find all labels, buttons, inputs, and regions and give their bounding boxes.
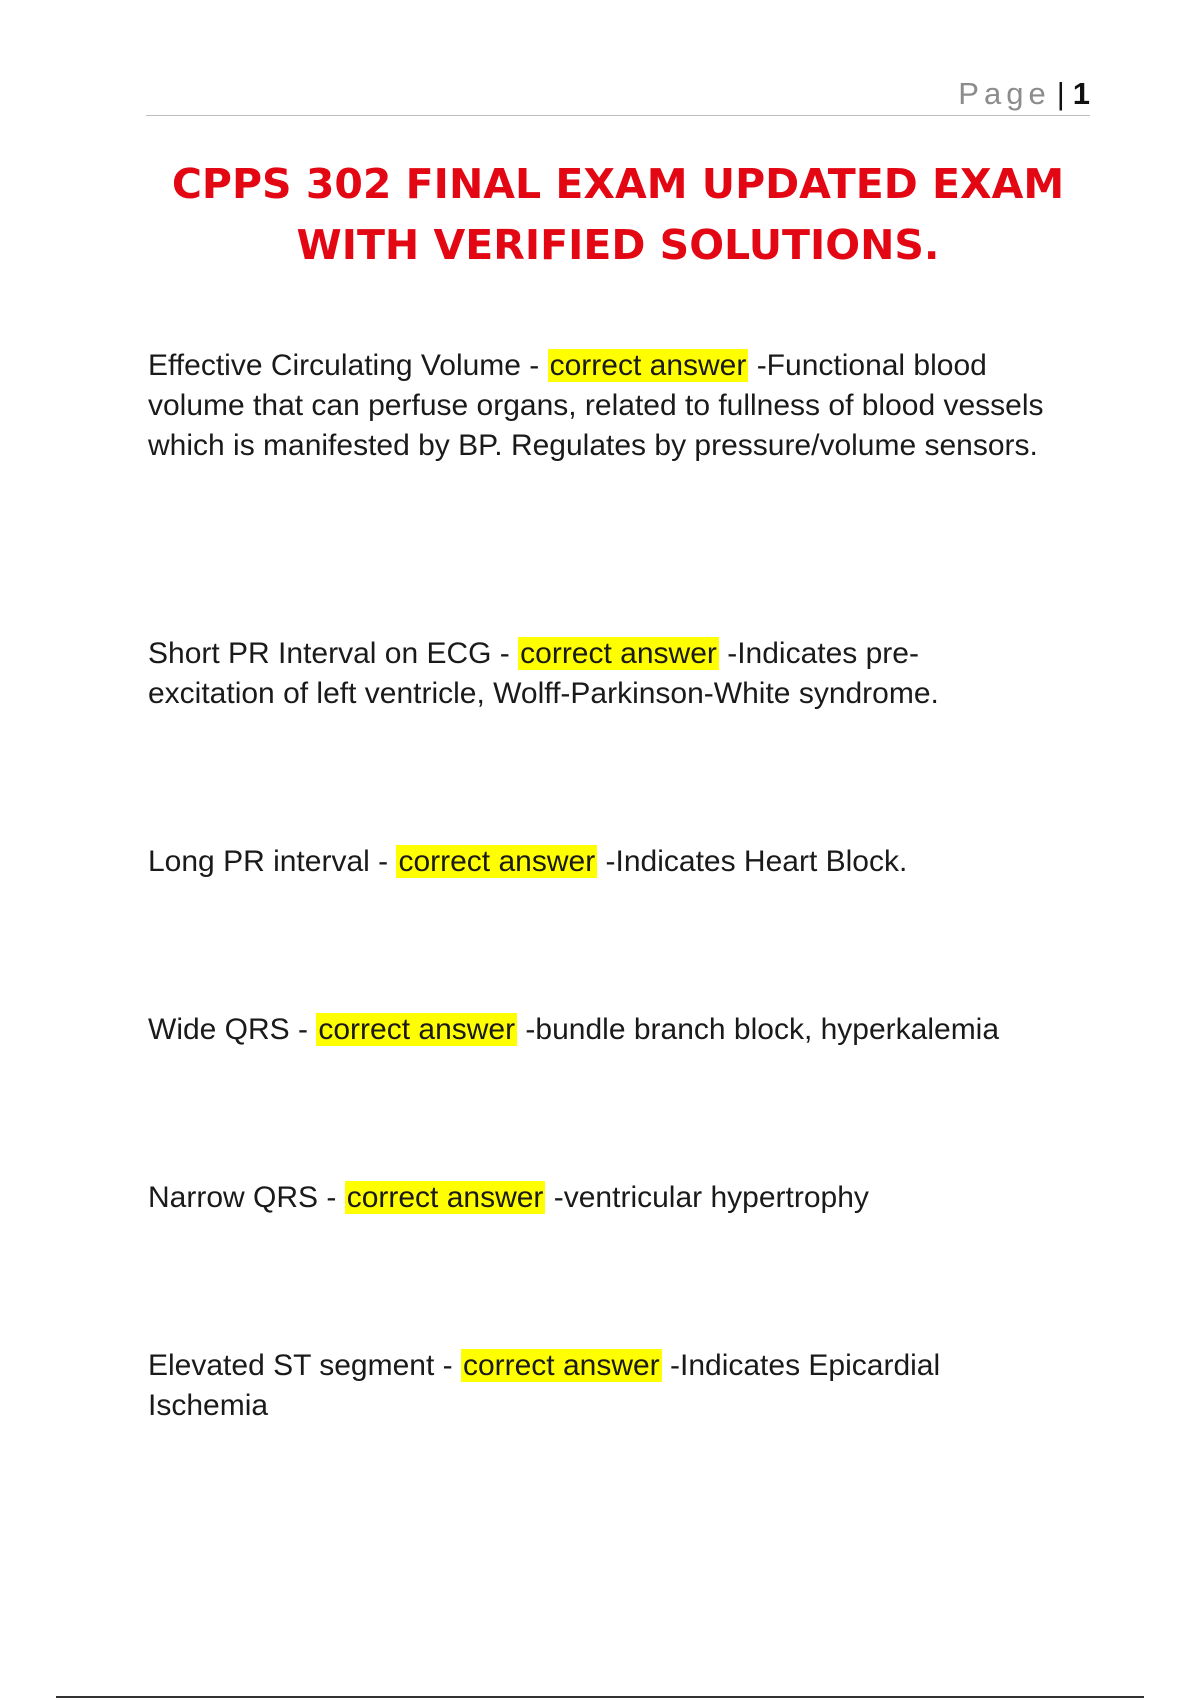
bottom-divider (56, 1696, 1144, 1698)
document-title-line-2: WITH VERIFIED SOLUTIONS. (296, 221, 940, 269)
qa-item-narrow-qrs (148, 1178, 1098, 1218)
qa-answer: -ventricular hypertrophy (545, 1181, 869, 1214)
qa-answer: -Indicates Epicardial Ischemia (148, 1349, 941, 1422)
qa-answer: -bundle branch block, hyperkalemia (517, 1013, 1000, 1046)
qa-item-short-pr-interval (148, 634, 1028, 714)
qa-term: Effective Circulating Volume - (148, 349, 548, 382)
qa-item-long-pr-interval (148, 842, 1098, 882)
correct-answer-highlight: correct answer (520, 637, 717, 670)
qa-term: Narrow QRS - (148, 1181, 345, 1214)
correct-answer-highlight: correct answer (346, 1181, 544, 1214)
qa-answer: -Indicates pre-excitation of left ventricle, Wolff-Parkinson-White syndrome. (148, 637, 939, 710)
qa-term: Long PR interval - (148, 845, 397, 878)
qa-item-wide-qrs (148, 1010, 1158, 1050)
qa-answer: -Indicates Heart Block. (597, 845, 908, 878)
correct-answer-highlight: correct answer (549, 349, 747, 382)
qa-term: Wide QRS - (148, 1013, 317, 1046)
page-word: Page (958, 76, 1051, 111)
page-number-label (958, 76, 1090, 112)
correct-answer-highlight: correct answer (318, 1013, 516, 1046)
qa-item-effective-circulating-volume (148, 346, 1073, 466)
qa-item-elevated-st-segment (148, 1346, 1008, 1426)
page-header (146, 70, 1090, 116)
qa-answer: -Functional blood volume that can perfuse organs, related to fullness of blood vessels which is manifested by BP. Regulates by pressure/volume sensors. (148, 349, 1044, 462)
correct-answer-highlight: correct answer (462, 1349, 660, 1382)
page-number: 1 (1072, 76, 1090, 111)
document-title-line-1: CPPS 302 FINAL EXAM UPDATED EXAM (171, 160, 1065, 208)
qa-term: Short PR Interval on ECG - (148, 637, 519, 670)
document-title (146, 154, 1090, 276)
correct-answer-highlight: correct answer (398, 845, 596, 878)
qa-term: Elevated ST segment - (148, 1349, 461, 1382)
page-separator: | (1056, 76, 1065, 111)
